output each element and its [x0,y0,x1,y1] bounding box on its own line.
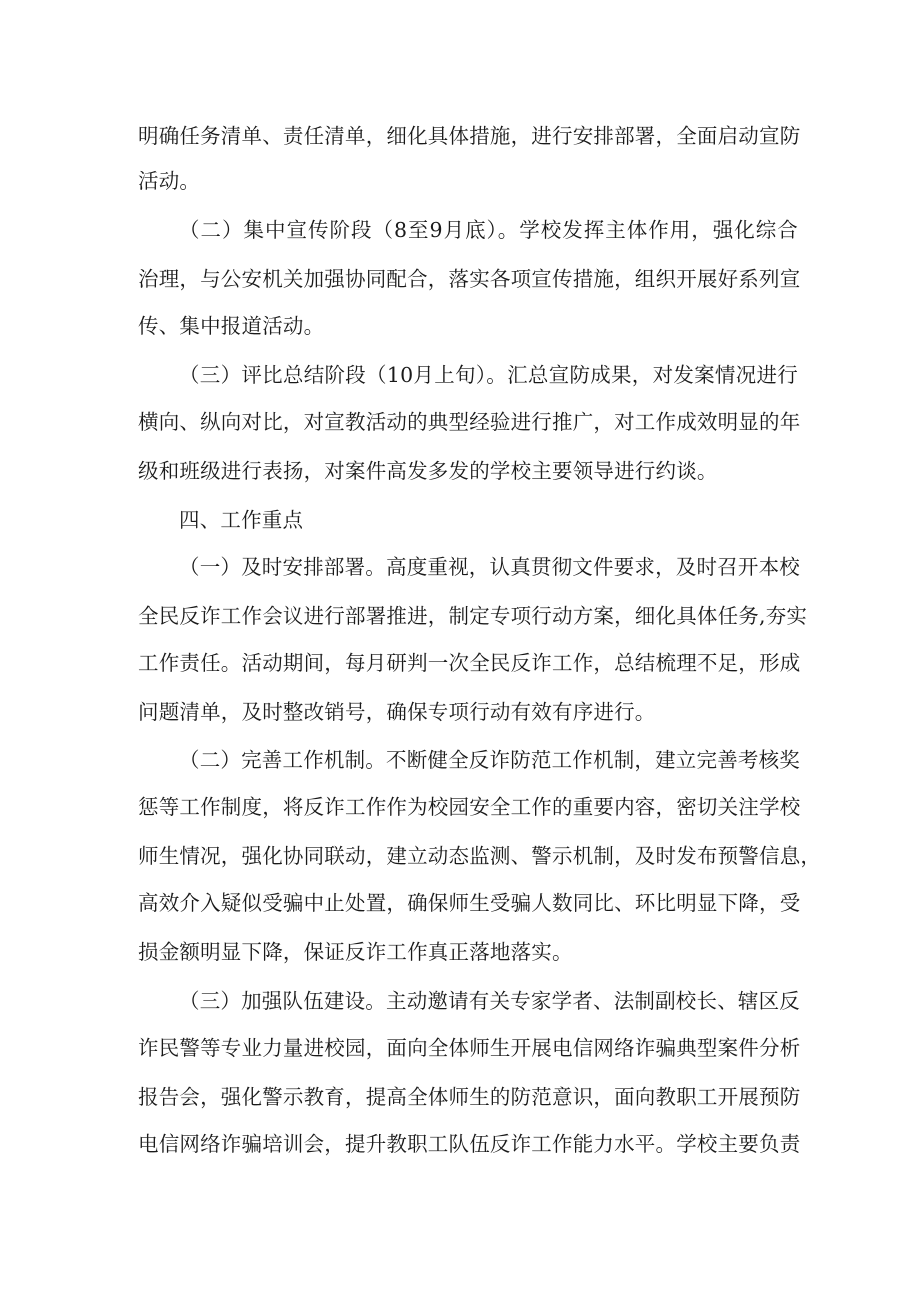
text-line: 师生情况，强化协同联动，建立动态监测、警示机制，及时发布预警信息， [138,844,822,868]
paragraph-start-line: （一）及时安排部署。高度重视，认真贯彻文件要求，及时召开本校 [179,555,800,579]
section-heading: 四、工作重点 [179,508,304,532]
paragraph-start-line: （二）完善工作机制。不断健全反诈防范工作机制，建立完善考核奖 [179,748,800,772]
text-line: 惩等工作制度，将反诈工作作为校园安全工作的重要内容，密切关注学校 [138,795,801,819]
text-line: 横向、纵向对比，对宣教活动的典型经验进行推广，对工作成效明显的年 [138,410,801,434]
text-line: 全民反诈工作会议进行部署推进，制定专项行动方案，细化具体任务,夯实 [138,604,808,628]
paragraph-start-line: （三）加强队伍建设。主动邀请有关专家学者、法制副校长、辖区反 [179,989,800,1013]
text-line: 问题清单，及时整改销号，确保专项行动有效有序进行。 [138,700,656,724]
text-line: 诈民警等专业力量进校园，面向全体师生开展电信网络诈骗典型案件分析 [138,1036,801,1060]
text-line: 治理，与公安机关加强协同配合，落实各项宣传措施，组织开展好系列宣 [138,267,801,291]
text-line: 工作责任。活动期间，每月研判一次全民反诈工作，总结梳理不足，形成 [138,651,801,675]
text-line: 电信网络诈骗培训会，提升教职工队伍反诈工作能力水平。学校主要负责 [138,1132,801,1156]
text-line: 损金额明显下降，保证反诈工作真正落地落实。 [138,940,573,964]
text-line: 传、集中报道活动。 [138,314,325,338]
text-line: 高效介入疑似受骗中止处置，确保师生受骗人数同比、环比明显下降，受 [138,891,801,915]
paragraph-start-line: （三）评比总结阶段（10月上旬）。汇总宣防成果，对发案情况进行 [179,363,798,387]
text-line: 活动。 [138,169,201,193]
text-line: 明确任务清单、责任清单，细化具体措施，进行安排部署，全面启动宣防 [138,124,801,148]
text-line: 报告会，强化警示教育，提高全体师生的防范意识，面向教职工开展预防 [138,1085,801,1109]
text-line: 级和班级进行表扬，对案件高发多发的学校主要领导进行约谈。 [138,459,718,483]
paragraph-start-line: （二）集中宣传阶段（8至9月底）。学校发挥主体作用，强化综合 [179,218,798,242]
